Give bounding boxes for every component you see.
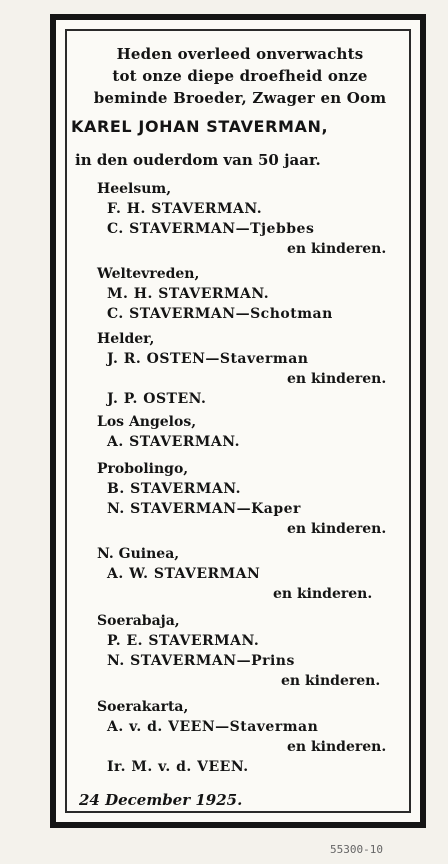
group-line: en kinderen. <box>287 241 387 257</box>
group-line: N. STAVERMAN—Prins <box>107 653 295 669</box>
group-place: Weltevreden, <box>97 266 200 282</box>
group-line: en kinderen. <box>287 739 387 755</box>
intro-line-1: Heden overleed onverwachts <box>116 45 364 63</box>
group-place: Probolingo, <box>97 461 189 477</box>
group-place: Soerabaja, <box>97 613 180 629</box>
group-line: C. STAVERMAN—Schotman <box>107 306 333 322</box>
group-line: en kinderen. <box>287 521 387 537</box>
group-place: Helder, <box>97 331 155 347</box>
reference-number: 55300-10 <box>330 843 383 856</box>
group-line: J. R. OSTEN—Staverman <box>107 351 309 367</box>
intro-line-2: tot onze diepe droefheid onze <box>112 67 368 85</box>
group-line: C. STAVERMAN—Tjebbes <box>107 221 315 237</box>
group-line: B. STAVERMAN. <box>107 481 241 497</box>
group-line: en kinderen. <box>281 673 381 689</box>
notice-date: 24 December 1925. <box>79 791 243 809</box>
group-place: N. Guinea, <box>97 546 180 562</box>
group-line: en kinderen. <box>273 586 373 602</box>
group-line: J. P. OSTEN. <box>107 391 207 407</box>
group-line: A. STAVERMAN. <box>107 434 241 450</box>
group-place: Heelsum, <box>97 181 172 197</box>
group-line: A. W. STAVERMAN <box>107 566 261 582</box>
group-place: Soerakarta, <box>97 699 189 715</box>
intro-line-3: beminde Broeder, Zwager en Oom <box>93 89 387 107</box>
group-line: Ir. M. v. d. VEEN. <box>107 759 249 775</box>
group-line: F. H. STAVERMAN. <box>107 201 263 217</box>
group-line: en kinderen. <box>287 371 387 387</box>
group-line: N. STAVERMAN—Kaper <box>107 501 301 517</box>
group-place: Los Angelos, <box>97 414 197 430</box>
group-line: M. H. STAVERMAN. <box>107 286 270 302</box>
deceased-name: KAREL JOHAN STAVERMAN, <box>71 117 329 136</box>
group-line: P. E. STAVERMAN. <box>107 633 260 649</box>
group-line: A. v. d. VEEN—Staverman <box>107 719 319 735</box>
notice-frame <box>50 14 426 828</box>
notice-inner-border <box>65 29 411 813</box>
age-line: in den ouderdom van 50 jaar. <box>75 151 321 169</box>
